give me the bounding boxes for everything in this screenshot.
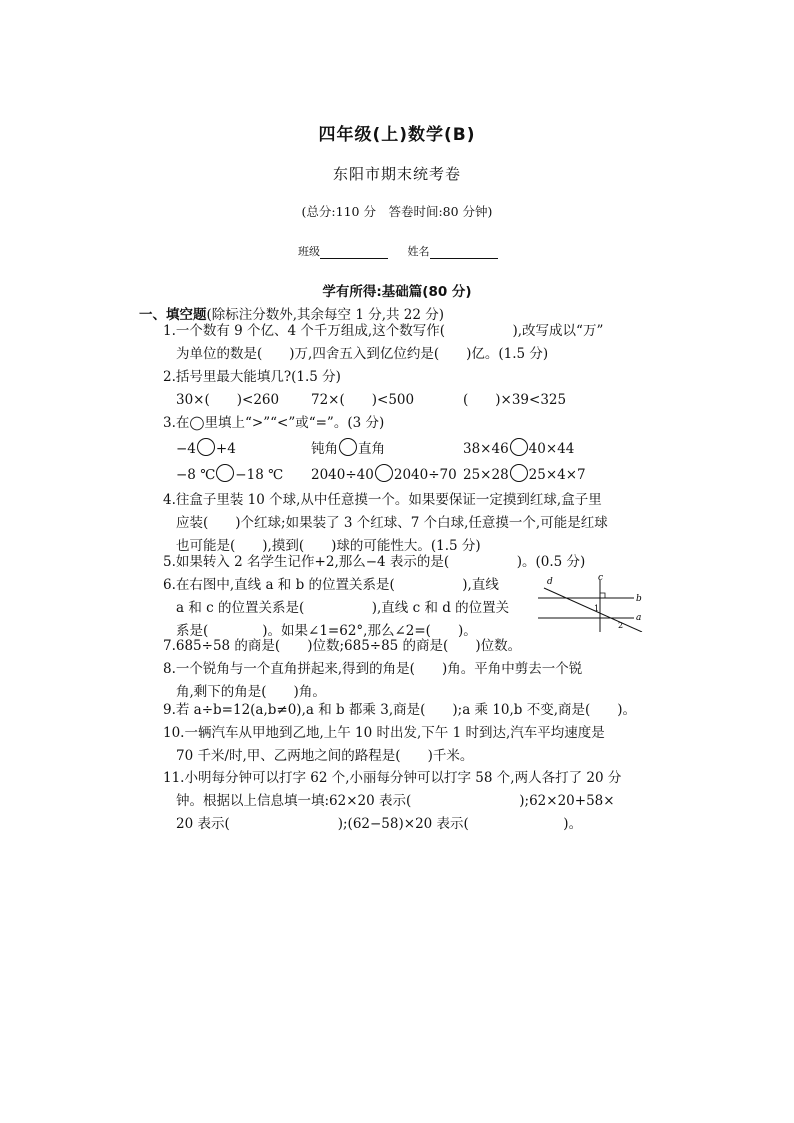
answer-circle[interactable] xyxy=(510,464,528,482)
compare-item xyxy=(463,467,586,483)
question-2 xyxy=(163,366,663,412)
item: 30×( )<260 xyxy=(176,392,280,408)
left-term: −4 xyxy=(176,441,196,457)
question-line: 2.括号里最大能填几?(1.5 分) xyxy=(163,369,341,385)
question-line: 3.在◯里填上“>”“<”或“=”。(3 分) xyxy=(163,415,385,431)
name-label: 姓名 xyxy=(407,245,430,258)
question-line: 11.小明每分钟可以打字 62 个,小丽每分钟可以打字 58 个,两人各打了 20 分 xyxy=(163,770,622,786)
left-term: 25×28 xyxy=(463,467,509,483)
class-label: 班级 xyxy=(298,245,320,258)
label-b: b xyxy=(636,594,642,604)
right-term: 25×4×7 xyxy=(528,467,586,483)
exam-subtitle: 东阳市期末统考卷 xyxy=(332,165,461,183)
exam-title: 四年级(上)数学(B) xyxy=(318,125,476,145)
question-line: 应装( )个红球;如果装了 3 个红球、7 个白球,任意摸一个,可能是红球 xyxy=(176,515,608,531)
compare-row-2 xyxy=(163,462,663,488)
right-angle-mark xyxy=(600,593,605,598)
label-angle-2: 2 xyxy=(618,621,624,630)
label-c: c xyxy=(598,573,604,583)
question-9 xyxy=(163,699,663,722)
question-3 xyxy=(163,410,663,488)
question-11 xyxy=(163,767,663,836)
compare-item xyxy=(176,462,311,488)
left-term: 38×46 xyxy=(463,441,509,457)
name-blank[interactable] xyxy=(430,246,498,259)
item: ( )×39<325 xyxy=(463,392,567,408)
question-line: 7.685÷58 的商是( )位数;685÷85 的商是( )位数。 xyxy=(163,638,522,654)
question-line: 10.一辆汽车从甲地到乙地,上午 10 时出发,下午 1 时到达,汽车平均速度是 xyxy=(163,725,605,741)
score-info: (总分:110 分 答卷时间:80 分钟) xyxy=(301,204,493,219)
right-term: 直角 xyxy=(358,441,385,457)
question-1 xyxy=(163,320,663,366)
question-line: 20 表示( );(62−58)×20 表示( )。 xyxy=(176,816,583,832)
class-blank[interactable] xyxy=(320,246,388,259)
part-title: 一、填空题 xyxy=(139,307,207,323)
question-line: 也可能是( ),摸到( )球的可能性大。(1.5 分) xyxy=(176,538,481,554)
compare-row-1 xyxy=(163,436,663,462)
right-term: −18 ℃ xyxy=(235,467,284,483)
question-line: 5.如果转入 2 名学生记作+2,那么−4 表示的是( )。(0.5 分) xyxy=(163,554,586,570)
left-term: −8 ℃ xyxy=(176,467,216,483)
line-d xyxy=(544,588,642,632)
question-7 xyxy=(163,635,663,658)
answer-circle[interactable] xyxy=(375,464,393,482)
question-line: 70 千米/时,甲、乙两地之间的路程是( )千米。 xyxy=(176,748,474,764)
label-d: d xyxy=(547,577,553,587)
answer-circle[interactable] xyxy=(510,438,528,456)
right-term: 2040÷70 xyxy=(393,467,457,483)
left-term: 钝角 xyxy=(311,441,338,457)
label-angle-1: 1 xyxy=(594,604,600,613)
compare-item xyxy=(311,436,463,462)
answer-circle[interactable] xyxy=(216,464,234,482)
question-8 xyxy=(163,658,663,704)
question-line: 9.若 a÷b=12(a,b≠0),a 和 b 都乘 3,商是( );a 乘 10,b 不变,商是( )。 xyxy=(163,702,637,718)
compare-item xyxy=(463,441,574,457)
question-line: 钟。根据以上信息填一填:62×20 表示( );62×20+58× xyxy=(176,793,615,809)
student-info-line xyxy=(298,243,514,259)
right-term: 40×44 xyxy=(528,441,575,457)
question-10 xyxy=(163,722,663,768)
question-line: 1.一个数有 9 个亿、4 个千万组成,这个数写作( ),改写成以“万” xyxy=(163,323,604,339)
question-5 xyxy=(163,551,663,574)
question-items-row xyxy=(163,389,663,412)
section-title: 学有所得:基础篇(80 分) xyxy=(322,284,472,300)
question-line: 8.一个锐角与一个直角拼起来,得到的角是( )角。平角中剪去一个锐 xyxy=(163,661,583,677)
question-line: 角,剩下的角是( )角。 xyxy=(176,684,326,700)
question-line: a 和 c 的位置关系是( ),直线 c 和 d 的位置关 xyxy=(176,600,510,616)
right-term: +4 xyxy=(215,441,236,457)
label-a: a xyxy=(636,613,642,623)
lines-figure xyxy=(538,572,644,632)
question-line: 6.在右图中,直线 a 和 b 的位置关系是( ),直线 xyxy=(163,577,499,593)
question-4 xyxy=(163,489,663,558)
answer-circle[interactable] xyxy=(197,438,215,456)
question-line: 系是( )。如果∠1=62°,那么∠2=( )。 xyxy=(176,623,477,639)
question-line: 为单位的数是( )万,四舍五入到亿位约是( )亿。(1.5 分) xyxy=(176,346,549,362)
question-line: 4.往盒子里装 10 个球,从中任意摸一个。如果要保证一定摸到红球,盒子里 xyxy=(163,492,602,508)
compare-item xyxy=(176,436,311,462)
left-term: 2040÷40 xyxy=(311,467,374,483)
answer-circle[interactable] xyxy=(339,438,357,456)
item: 72×( )<500 xyxy=(311,392,415,408)
part-note: (除标注分数外,其余每空 1 分,共 22 分) xyxy=(206,307,445,323)
compare-item xyxy=(311,462,463,488)
